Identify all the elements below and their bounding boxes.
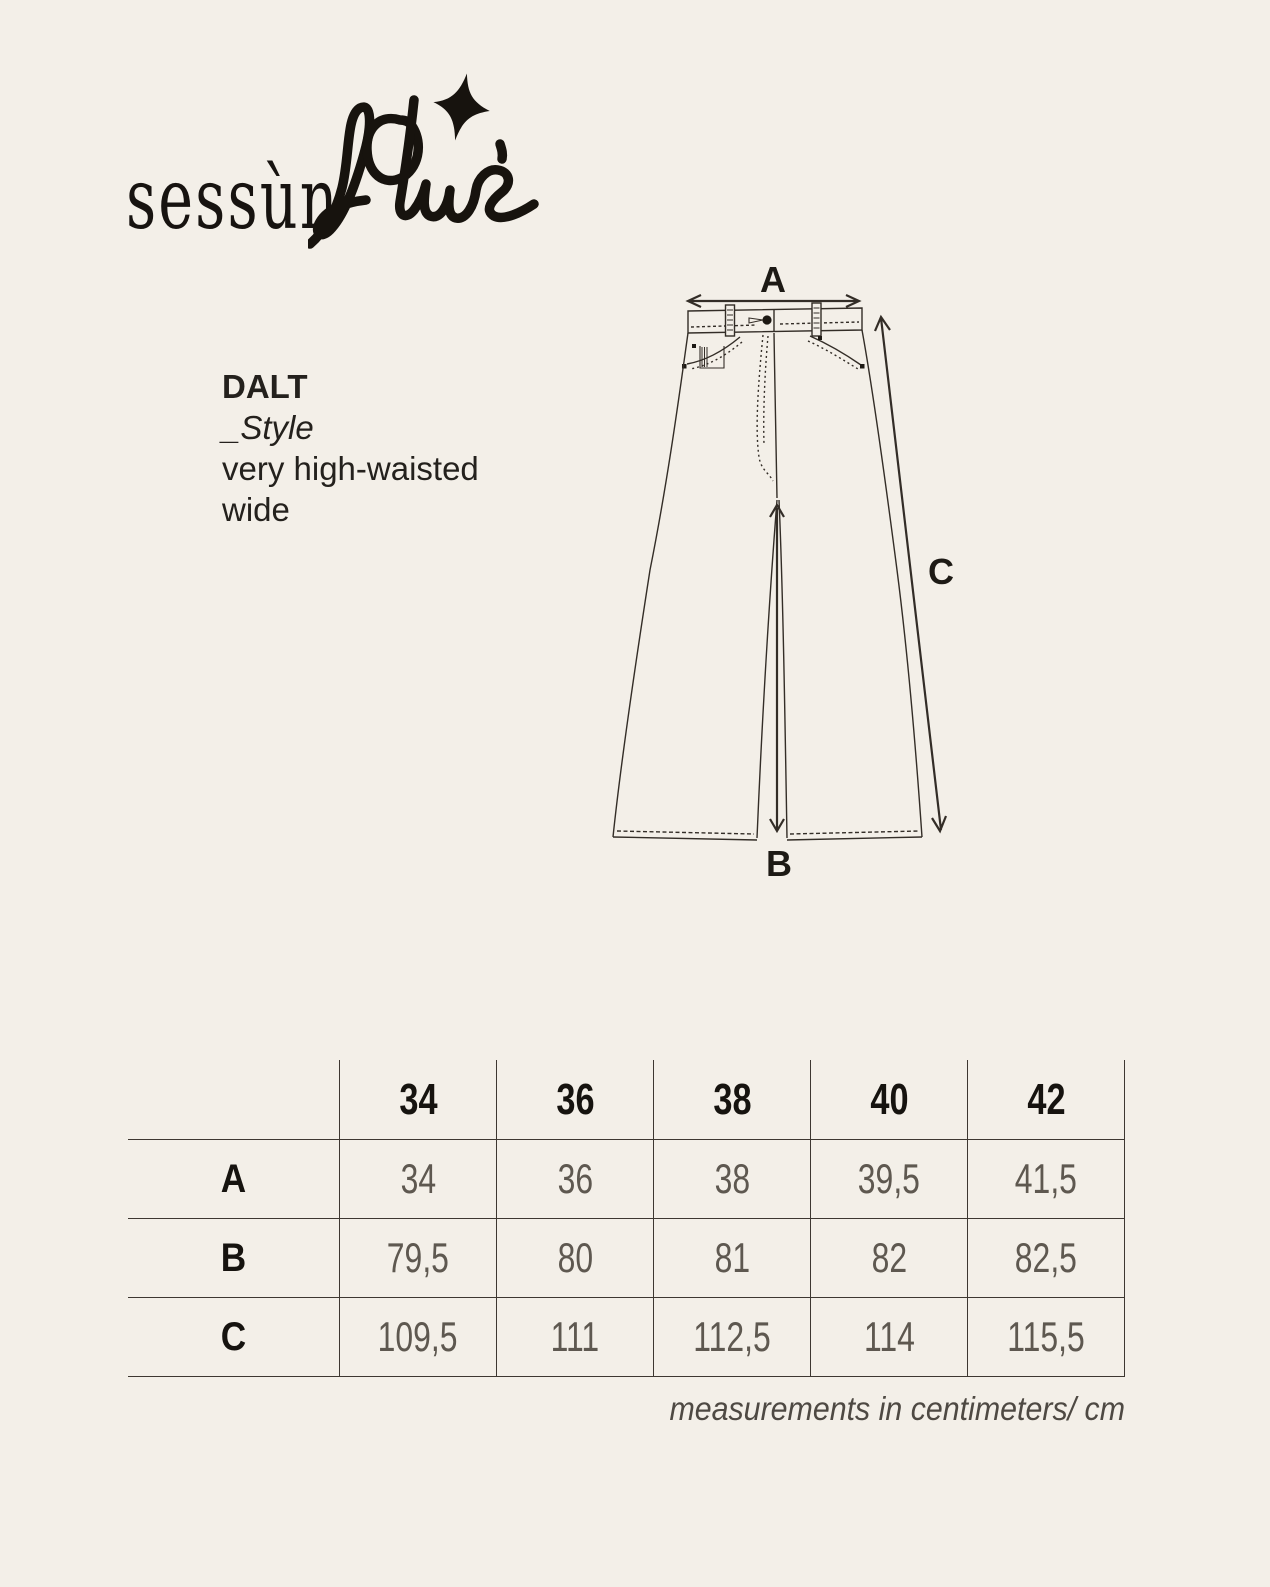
inner-seam-right — [779, 500, 787, 838]
belt-loop-left — [726, 305, 735, 336]
product-desc-line2: wide — [222, 491, 290, 528]
product-name: DALT — [222, 368, 308, 405]
value-cell: 111 — [497, 1298, 654, 1376]
hem-stitch — [617, 831, 919, 834]
label-a: A — [760, 259, 786, 300]
measurement-unit-note: measurements in centimeters/ cm — [669, 1390, 1125, 1427]
bartack-dots — [682, 336, 865, 369]
size-column-header: 38 — [654, 1060, 811, 1139]
row-label-cell: C — [128, 1298, 340, 1376]
value-cell: 79,5 — [340, 1219, 497, 1297]
value-cell: 82,5 — [968, 1219, 1125, 1297]
star-icon — [428, 69, 496, 146]
blue-script-strokes — [310, 100, 534, 244]
arrow-b — [770, 505, 784, 831]
table-row-a — [128, 1140, 1125, 1219]
product-info — [222, 366, 479, 530]
table-row-b — [128, 1219, 1125, 1298]
belt-loop-right — [812, 303, 821, 336]
pants-technical-drawing — [575, 255, 960, 885]
row-label-cell: B — [128, 1219, 340, 1297]
value-cell: 36 — [497, 1140, 654, 1218]
value-cell: 109,5 — [340, 1298, 497, 1376]
brand-wordmark: sessùn — [126, 150, 340, 248]
blue-script-wordmark — [308, 60, 558, 260]
pocket-right-stitch — [808, 341, 858, 369]
inner-seam-left — [757, 500, 777, 838]
button — [762, 315, 771, 324]
table-corner-cell — [128, 1060, 340, 1139]
fly-stitch — [757, 335, 773, 481]
waistband-stitch — [691, 322, 859, 327]
value-cell: 114 — [811, 1298, 968, 1376]
row-label-cell: A — [128, 1140, 340, 1218]
size-table-header-row — [128, 1060, 1125, 1140]
label-c: C — [928, 551, 954, 592]
value-cell: 39,5 — [811, 1140, 968, 1218]
pocket-right — [810, 336, 861, 365]
size-table — [128, 1060, 1125, 1377]
value-cell: 82 — [811, 1219, 968, 1297]
outer-seam-left — [613, 333, 688, 837]
waistband — [688, 308, 862, 333]
value-cell: 34 — [340, 1140, 497, 1218]
value-cell: 112,5 — [654, 1298, 811, 1376]
label-b: B — [766, 843, 792, 884]
value-cell: 115,5 — [968, 1298, 1125, 1376]
size-column-header: 42 — [968, 1060, 1125, 1139]
value-cell: 41,5 — [968, 1140, 1125, 1218]
product-desc-line1: very high-waisted — [222, 450, 479, 487]
hem-left — [613, 837, 757, 840]
pocket-left-stitch — [690, 342, 742, 369]
buttonhole — [749, 318, 763, 323]
size-column-header: 40 — [811, 1060, 968, 1139]
hem-right — [787, 837, 922, 840]
pocket-left — [687, 337, 740, 364]
fly-stitch-2 — [764, 336, 768, 445]
coin-pocket-hatch — [702, 347, 707, 367]
fly-seam — [774, 333, 777, 498]
value-cell: 38 — [654, 1140, 811, 1218]
size-column-header: 34 — [340, 1060, 497, 1139]
value-cell: 81 — [654, 1219, 811, 1297]
table-row-c — [128, 1298, 1125, 1377]
value-cell: 80 — [497, 1219, 654, 1297]
product-style-label: _Style — [222, 409, 314, 446]
size-column-header: 36 — [497, 1060, 654, 1139]
